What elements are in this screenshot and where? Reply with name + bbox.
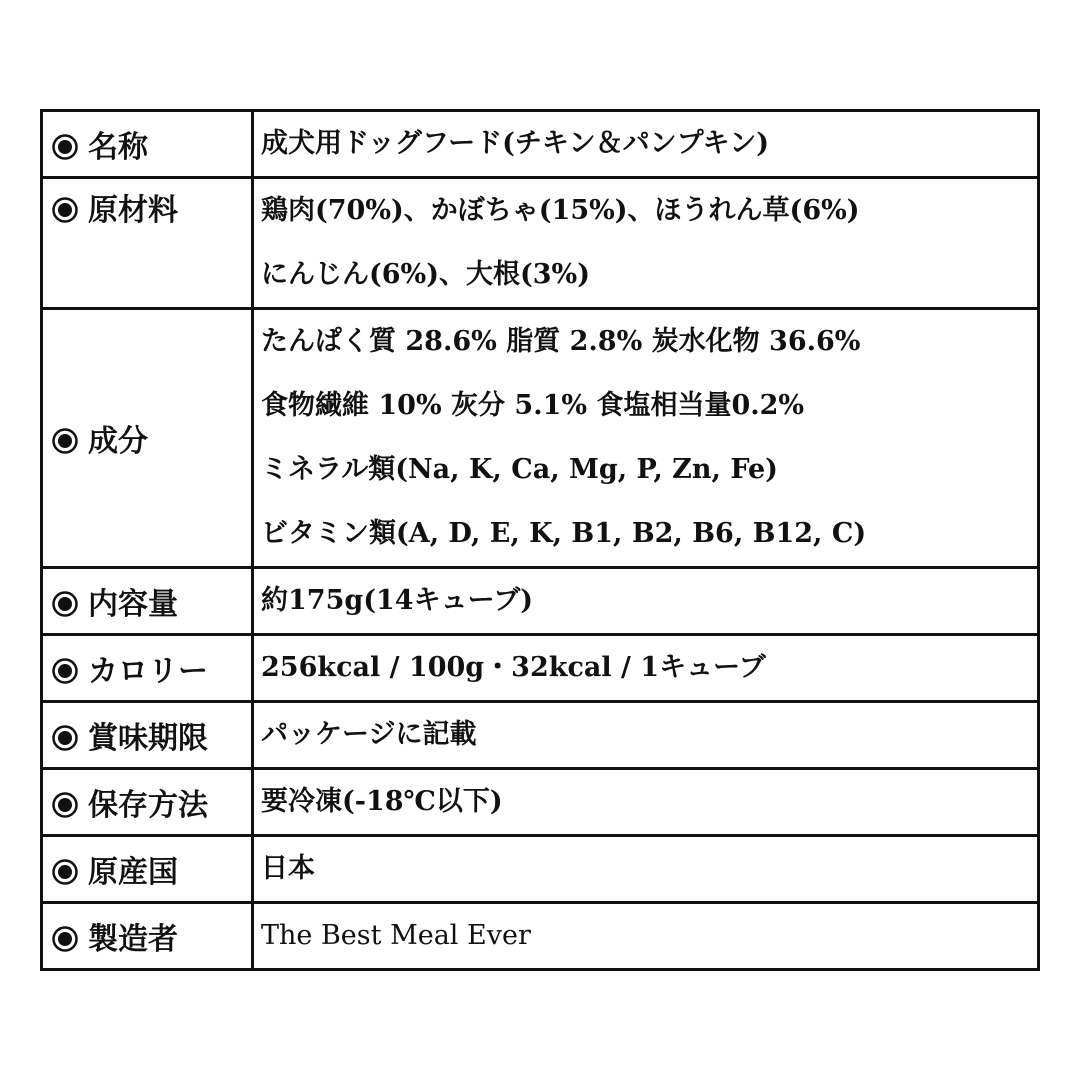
double-circle-bullet-icon [52, 134, 78, 160]
double-circle-bullet-icon [52, 859, 78, 885]
double-circle-bullet-icon [52, 658, 78, 684]
spec-value-line: 食物繊維 10% 灰分 5.1% 食塩相当量0.2% [261, 390, 805, 421]
spec-label-cell [42, 111, 253, 178]
spec-value-line: The Best Meal Ever [261, 920, 531, 951]
spec-label: カロリー [88, 654, 208, 689]
spec-row-composition [42, 309, 1039, 568]
spec-value-cell [253, 568, 1039, 635]
spec-value-line: にんじん(6%)、大根(3%) [261, 259, 590, 290]
spec-value-cell [253, 178, 1039, 309]
spec-label: 原産国 [88, 855, 178, 890]
spec-label-cell [42, 702, 253, 769]
spec-row-manufacturer [42, 903, 1039, 970]
double-circle-bullet-icon [52, 197, 78, 223]
spec-value-line: 成犬用ドッグフード(チキン＆パンプキン) [261, 128, 770, 159]
double-circle-bullet-icon [52, 428, 78, 454]
spec-label-cell [42, 309, 253, 568]
spec-label: 名称 [88, 130, 148, 165]
double-circle-bullet-icon [52, 725, 78, 751]
spec-row-best-before [42, 702, 1039, 769]
spec-value-line: パッケージに記載 [261, 719, 477, 750]
spec-value-line: 約175g(14キューブ) [261, 585, 534, 616]
spec-row-origin [42, 836, 1039, 903]
spec-row-calories [42, 635, 1039, 702]
spec-label: 製造者 [88, 922, 178, 957]
product-spec-table [40, 109, 1040, 971]
spec-value-line: ミネラル類(Na, K, Ca, Mg, P, Zn, Fe) [261, 454, 778, 485]
spec-label-cell [42, 635, 253, 702]
spec-label-cell [42, 836, 253, 903]
spec-row-storage [42, 769, 1039, 836]
spec-value-cell [253, 635, 1039, 702]
spec-value-line: ビタミン類(A, D, E, K, B1, B2, B6, B12, C) [261, 518, 867, 549]
spec-row-contents [42, 568, 1039, 635]
spec-value-line: 要冷凍(-18℃以下) [261, 786, 503, 817]
spec-row-name [42, 111, 1039, 178]
spec-value-cell [253, 903, 1039, 970]
spec-value-line: 日本 [261, 853, 315, 884]
spec-value-line: 256kcal / 100g・32kcal / 1キューブ [261, 652, 766, 683]
spec-value-line: 鶏肉(70%)、かぼちゃ(15%)、ほうれん草(6%) [261, 195, 860, 226]
spec-value-cell [253, 309, 1039, 568]
double-circle-bullet-icon [52, 926, 78, 952]
spec-label: 成分 [88, 424, 148, 459]
spec-label-cell [42, 903, 253, 970]
spec-value-cell [253, 769, 1039, 836]
spec-row-ingredients [42, 178, 1039, 309]
spec-value-cell [253, 836, 1039, 903]
spec-label: 賞味期限 [88, 721, 208, 756]
spec-label-cell [42, 769, 253, 836]
spec-label: 内容量 [88, 587, 178, 622]
spec-value-cell [253, 111, 1039, 178]
spec-value-line: たんぱく質 28.6% 脂質 2.8% 炭水化物 36.6% [261, 326, 861, 357]
double-circle-bullet-icon [52, 591, 78, 617]
spec-label: 保存方法 [88, 788, 208, 823]
spec-label: 原材料 [88, 193, 178, 228]
spec-value-cell [253, 702, 1039, 769]
double-circle-bullet-icon [52, 792, 78, 818]
spec-label-cell [42, 568, 253, 635]
spec-label-cell [42, 178, 253, 309]
